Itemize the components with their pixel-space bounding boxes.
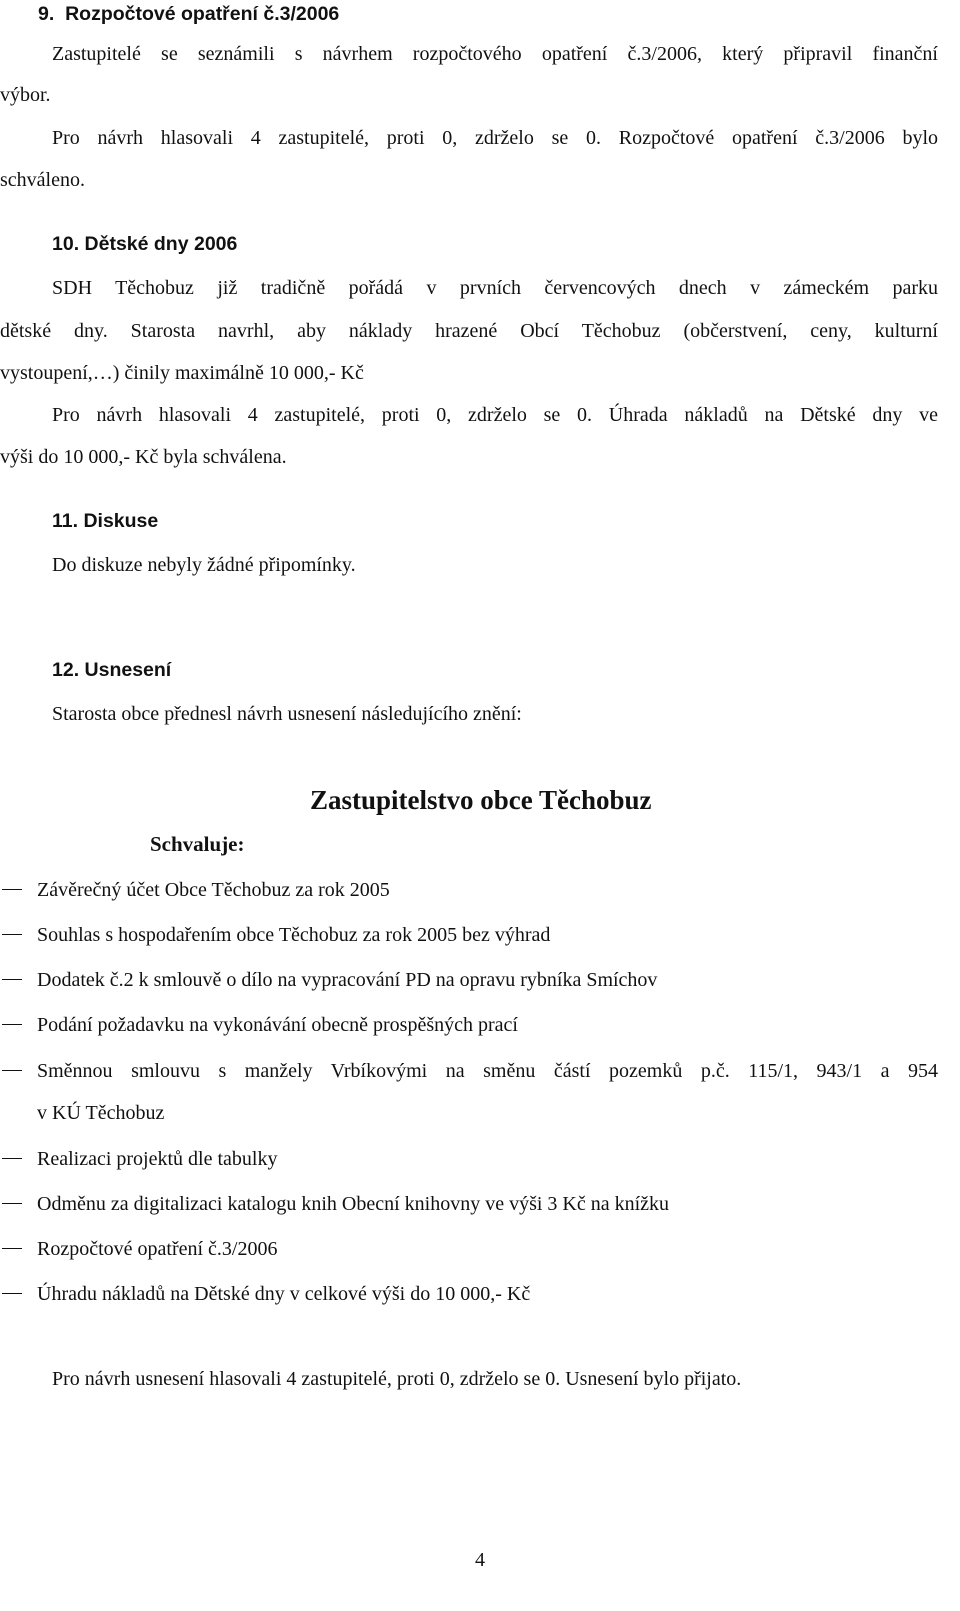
section-10-paragraph-2-line-1: Pro návrh hlasovali 4 zastupitelé, proti 0, zdrželo se 0. Úhrada nákladů na Dětské dny ve (52, 404, 938, 426)
section-9-paragraph-1-line-1: Zastupitelé se seznámili s návrhem rozpočtového opatření č.3/2006, který připravil finanční (52, 43, 938, 65)
section-9-heading: 9. Rozpočtové opatření č.3/2006 (38, 3, 340, 25)
list-item-text: Dodatek č.2 k smlouvě o dílo na vypracování PD na opravu rybníka Smíchov (37, 969, 658, 991)
section-10-paragraph-1-line-1: SDH Těchobuz již tradičně pořádá v prvních červencových dnech v zámeckém parku (52, 277, 938, 299)
section-10-paragraph-1-line-2: dětské dny. Starosta navrhl, aby náklady hrazené Obcí Těchobuz (občerstvení, ceny, kulturní (0, 320, 938, 342)
dash-bullet-icon (2, 1248, 22, 1249)
list-item-text-continuation: v KÚ Těchobuz (37, 1102, 165, 1124)
dash-bullet-icon (2, 1024, 22, 1025)
section-12-paragraph: Starosta obce přednesl návrh usnesení následujícího znění: (52, 703, 522, 725)
resolution-vote: Pro návrh usnesení hlasovali 4 zastupitelé, proti 0, zdrželo se 0. Usnesení bylo přijato. (52, 1368, 742, 1390)
resolution-title: Zastupitelstvo obce Těchobuz (310, 785, 652, 815)
dash-bullet-icon (2, 1158, 22, 1159)
list-item-text: Odměnu za digitalizaci katalogu knih Obecní knihovny ve výši 3 Kč na knížku (37, 1193, 670, 1215)
list-item-text: Směnnou smlouvu s manžely Vrbíkovými na směnu částí pozemků p.č. 115/1, 943/1 a 954 (37, 1060, 938, 1082)
dash-bullet-icon (2, 889, 22, 890)
dash-bullet-icon (2, 1070, 22, 1071)
list-item-text: Souhlas s hospodařením obce Těchobuz za rok 2005 bez výhrad (37, 924, 551, 946)
section-11-heading: 11. Diskuse (52, 510, 159, 532)
section-10-heading: 10. Dětské dny 2006 (52, 233, 238, 255)
dash-bullet-icon (2, 1293, 22, 1294)
list-item-text: Rozpočtové opatření č.3/2006 (37, 1238, 278, 1260)
section-12-heading: 12. Usnesení (52, 659, 172, 681)
dash-bullet-icon (2, 979, 22, 980)
section-10-paragraph-2-line-2: výši do 10 000,- Kč byla schválena. (0, 446, 287, 468)
list-item-text: Závěrečný účet Obce Těchobuz za rok 2005 (37, 879, 390, 901)
dash-bullet-icon (2, 1203, 22, 1204)
list-item-text: Realizaci projektů dle tabulky (37, 1148, 278, 1170)
dash-bullet-icon (2, 934, 22, 935)
section-10-paragraph-1-line-3: vystoupení,…) činily maximálně 10 000,- Kč (0, 362, 364, 384)
section-9-paragraph-2-line-1: Pro návrh hlasovali 4 zastupitelé, proti 0, zdrželo se 0. Rozpočtové opatření č.3/2006 bylo (52, 127, 938, 149)
page-number: 4 (475, 1549, 485, 1571)
approves-label: Schvaluje: (150, 832, 245, 856)
list-item-text: Úhradu nákladů na Dětské dny v celkové výši do 10 000,- Kč (37, 1283, 531, 1305)
section-9-paragraph-2-line-2: schváleno. (0, 169, 85, 191)
section-9-paragraph-1-line-2: výbor. (0, 84, 51, 106)
list-item-text: Podání požadavku na vykonávání obecně prospěšných prací (37, 1014, 518, 1036)
section-11-paragraph: Do diskuze nebyly žádné připomínky. (52, 554, 356, 576)
